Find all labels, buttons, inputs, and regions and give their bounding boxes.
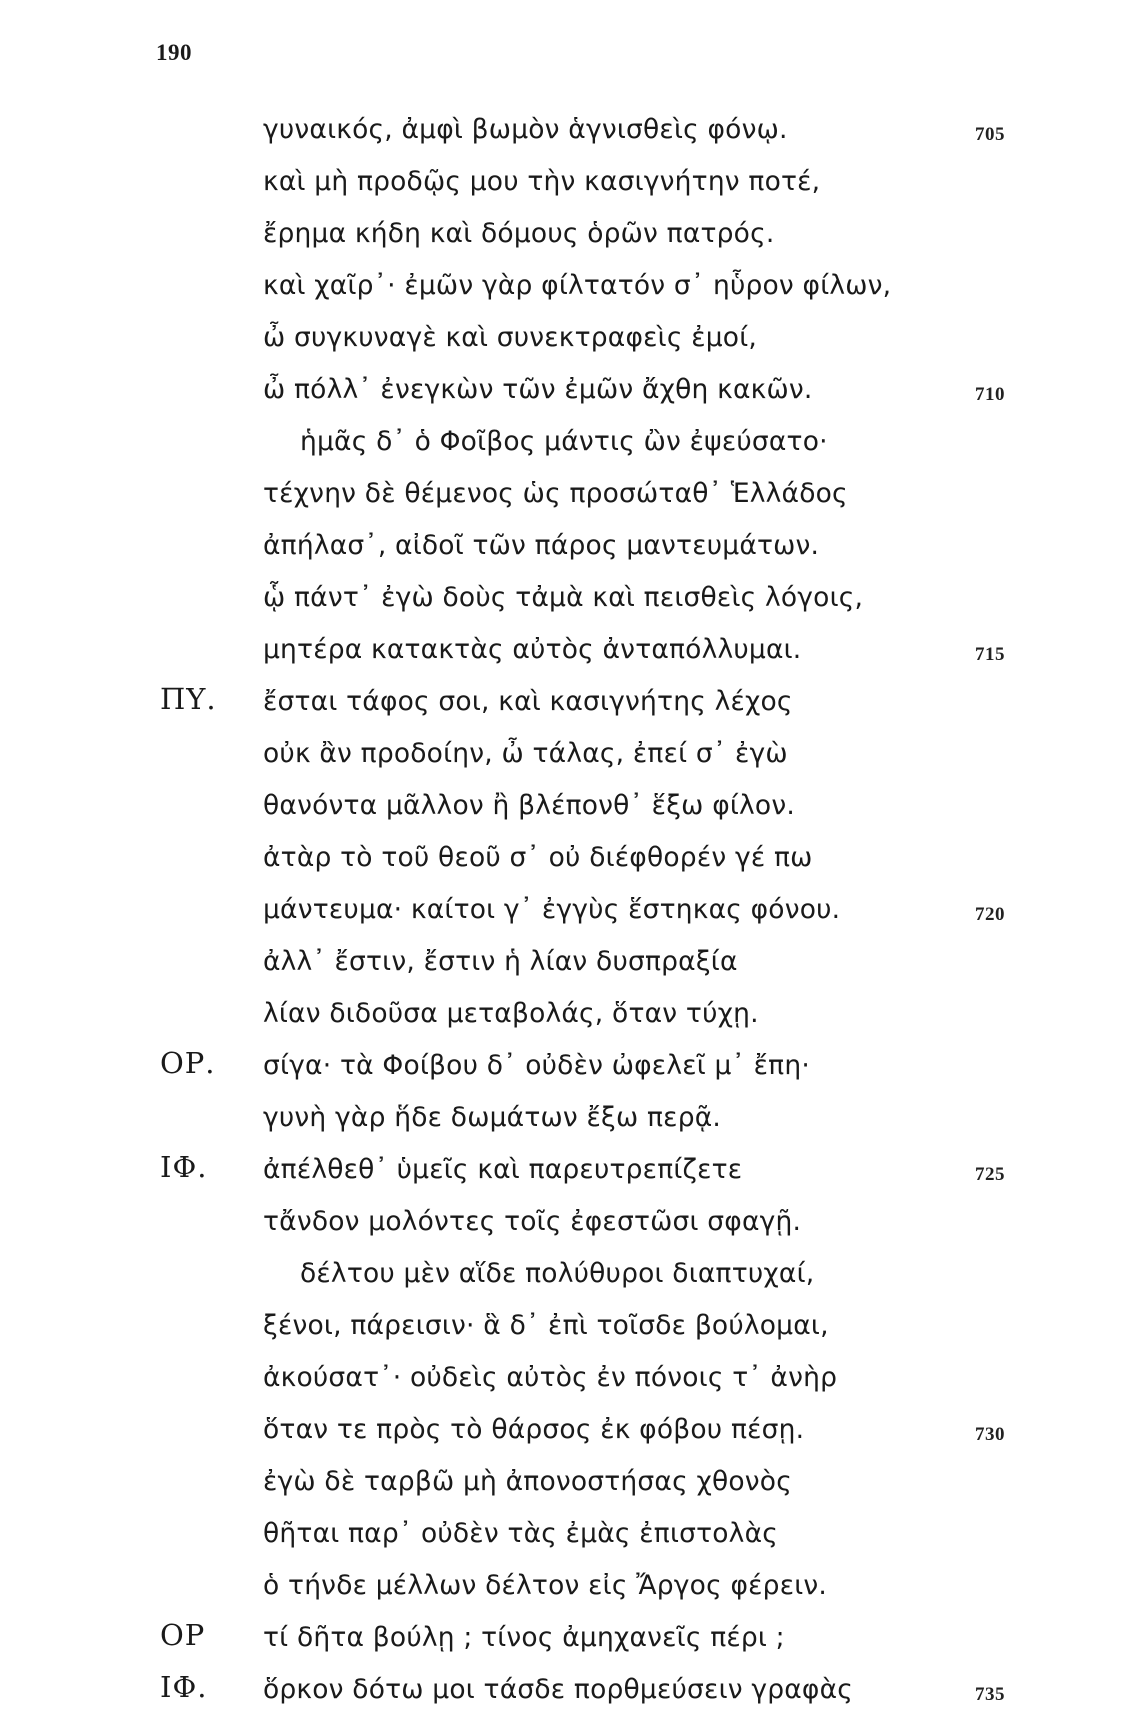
verse-text: λίαν διδοῦσα μεταβολάς, ὅταν τύχῃ. bbox=[263, 998, 759, 1029]
verse-text: ὅρκον δότω μοι τάσδε πορθμεύσειν γραφὰς bbox=[263, 1674, 854, 1705]
verse-text: ξένοι, πάρεισιν· ἃ δ᾽ ἐπὶ τοῖσδε βούλομαι, bbox=[263, 1310, 829, 1341]
verse-line bbox=[0, 470, 1130, 522]
verse-text: ἀλλ᾽ ἔστιν, ἔστιν ἡ λίαν δυσπραξία bbox=[263, 946, 738, 977]
verse-line bbox=[0, 1146, 1130, 1198]
verse-line bbox=[0, 366, 1130, 418]
line-number: 710 bbox=[975, 384, 1005, 405]
verse-line bbox=[0, 1458, 1130, 1510]
line-number: 720 bbox=[975, 904, 1005, 925]
speaker-label: ΟΡ. bbox=[160, 1046, 216, 1080]
line-number: 715 bbox=[975, 644, 1005, 665]
verse-text: καὶ χαῖρ᾽· ἐμῶν γὰρ φίλτατόν σ᾽ ηὗρον φίλων, bbox=[263, 270, 892, 301]
speaker-label: ΟΡ bbox=[160, 1618, 206, 1652]
verse-line bbox=[0, 418, 1130, 470]
verse-text: ἡμᾶς δ᾽ ὁ Φοῖβος μάντις ὢν ἐψεύσατο· bbox=[300, 426, 828, 457]
verse-line bbox=[0, 314, 1130, 366]
speaker-label: ΙΦ. bbox=[160, 1670, 208, 1704]
line-number: 730 bbox=[975, 1424, 1005, 1445]
speaker-label: ΙΦ. bbox=[160, 1150, 208, 1184]
verse-line bbox=[0, 158, 1130, 210]
verse-line bbox=[0, 1406, 1130, 1458]
verse-line bbox=[0, 1198, 1130, 1250]
verse-line bbox=[0, 522, 1130, 574]
verse-line bbox=[0, 834, 1130, 886]
verse-line bbox=[0, 1354, 1130, 1406]
verse-text: τί δῆτα βούλῃ ; τίνος ἀμηχανεῖς πέρι ; bbox=[263, 1622, 785, 1653]
verse-text: δέλτου μὲν αἵδε πολύθυροι διαπτυχαί, bbox=[300, 1258, 815, 1289]
line-number: 725 bbox=[975, 1164, 1005, 1185]
verse-line bbox=[0, 886, 1130, 938]
verse-text: θανόντα μᾶλλον ἢ βλέπονθ᾽ ἕξω φίλον. bbox=[263, 790, 795, 821]
verse-line bbox=[0, 1094, 1130, 1146]
verse-text: θῆται παρ᾽ οὐδὲν τὰς ἐμὰς ἐπιστολὰς bbox=[263, 1518, 778, 1549]
verse-text: γυναικός, ἀμφὶ βωμὸν ἁγνισθεὶς φόνῳ. bbox=[263, 114, 788, 145]
verse-line bbox=[0, 938, 1130, 990]
verse-line bbox=[0, 626, 1130, 678]
verse-line bbox=[0, 1250, 1130, 1302]
verse-line bbox=[0, 1562, 1130, 1614]
verse-line bbox=[0, 782, 1130, 834]
verse-text: ἀπέλθεθ᾽ ὑμεῖς καὶ παρευτρεπίζετε bbox=[263, 1154, 743, 1185]
line-number: 705 bbox=[975, 124, 1005, 145]
verse-line bbox=[0, 1042, 1130, 1094]
verse-text: ἀτὰρ τὸ τοῦ θεοῦ σ᾽ οὐ διέφθορέν γέ πω bbox=[263, 842, 813, 873]
verse-text: ᾧ πάντ᾽ ἐγὼ δοὺς τἀμὰ καὶ πεισθεὶς λόγοις, bbox=[263, 582, 864, 613]
verse-text: τἄνδον μολόντες τοῖς ἐφεστῶσι σφαγῇ. bbox=[263, 1206, 802, 1237]
verse-line bbox=[0, 210, 1130, 262]
verse-text: ἔρημα κήδη καὶ δόμους ὁρῶν πατρός. bbox=[263, 218, 775, 249]
verse-text: τέχνην δὲ θέμενος ὡς προσώταθ᾽ Ἑλλάδος bbox=[263, 478, 848, 509]
verse-line bbox=[0, 730, 1130, 782]
verse-text: ἀπήλασ᾽, αἰδοῖ τῶν πάρος μαντευμάτων. bbox=[263, 530, 820, 561]
verse-text: γυνὴ γὰρ ἥδε δωμάτων ἔξω περᾷ. bbox=[263, 1102, 722, 1133]
verse-line bbox=[0, 1614, 1130, 1666]
verse-line bbox=[0, 1302, 1130, 1354]
verse-line bbox=[0, 678, 1130, 730]
verse-text: οὐκ ἂν προδοίην, ὦ τάλας, ἐπεί σ᾽ ἐγὼ bbox=[263, 738, 788, 769]
verse-text: καὶ μὴ προδῷς μου τὴν κασιγνήτην ποτέ, bbox=[263, 166, 821, 197]
speaker-label: ΠΥ. bbox=[160, 682, 217, 716]
verse-text: ἐγὼ δὲ ταρβῶ μὴ ἀπονοστήσας χθονὸς bbox=[263, 1466, 792, 1497]
verse-text: ἀκούσατ᾽· οὐδεὶς αὐτὸς ἐν πόνοις τ᾽ ἀνὴρ bbox=[263, 1362, 838, 1393]
verse-line bbox=[0, 106, 1130, 158]
verse-line bbox=[0, 574, 1130, 626]
verse-text: σίγα· τὰ Φοίβου δ᾽ οὐδὲν ὠφελεῖ μ᾽ ἔπη· bbox=[263, 1050, 810, 1081]
verse-text-block bbox=[0, 106, 1130, 1718]
verse-line bbox=[0, 1510, 1130, 1562]
line-number: 735 bbox=[975, 1684, 1005, 1705]
verse-line bbox=[0, 1666, 1130, 1718]
verse-text: ὦ συγκυναγὲ καὶ συνεκτραφεὶς ἐμοί, bbox=[263, 322, 758, 353]
verse-text: ὅταν τε πρὸς τὸ θάρσος ἐκ φόβου πέσῃ. bbox=[263, 1414, 805, 1445]
verse-text: ὦ πόλλ᾽ ἐνεγκὼν τῶν ἐμῶν ἄχθη κακῶν. bbox=[263, 374, 813, 405]
verse-line bbox=[0, 990, 1130, 1042]
verse-text: μάντευμα· καίτοι γ᾽ ἐγγὺς ἕστηκας φόνου. bbox=[263, 894, 841, 925]
verse-line bbox=[0, 262, 1130, 314]
page-number: 190 bbox=[156, 40, 192, 65]
verse-text: ἔσται τάφος σοι, καὶ κασιγνήτης λέχος bbox=[263, 686, 793, 717]
verse-text: ὁ τήνδε μέλλων δέλτον εἰς Ἄργος φέρειν. bbox=[263, 1570, 828, 1601]
verse-text: μητέρα κατακτὰς αὐτὸς ἀνταπόλλυμαι. bbox=[263, 634, 802, 665]
